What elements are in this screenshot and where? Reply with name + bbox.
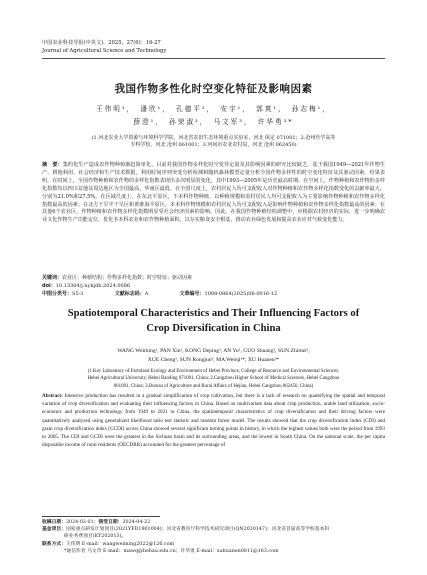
authors-en-line-1: WANG Weiming¹, PAN Xin¹, KONG Deping², AN Yu¹, GUO Shuang¹, SUN Zhimei¹, [117,348,310,354]
abstract-en-text: Intensive production has resulted in a gradual simplification of crop cultivation, but there is a lack of research on quantifying the spatial and temporal variation of crop diversification and evaluating their influencing factors in China. Based on multivariate data about crop production, arable land utilization, socio-economic and production technology from 1949 to 2021 in China, the spatiotemporal characteristics of crop diversification and their driving factors were quantitatively analyzed using generalized likelihood ratio test statistic and random forest model. The results showed that the crop diversification index (CDI) and grain crop diversification index (GCDI) across China showed several significant turning points in history, in which the highest values both were the period from 1993 to 2005. The CDI and GCDI were the greatest in the Sichuan basin and its surrounding areas, and the lowest in South China. On the national scale, the per capita disposable income of rural residents (OECDRR) accounted for the greatest percentage of [42,393,385,449]
journal-name-en: Journal of Agricultural Science and Technology [42,47,167,54]
doi-value[interactable]: 10.13304/j.nykjdb.2024.0086 [55,283,131,289]
authors-chinese [60,103,367,129]
abstract-cn-label: 摘 要： [42,162,63,168]
title-chinese: 我国作物多性化时空变化特征及影响因素 [114,83,313,95]
classification-line [42,291,385,298]
doi-label: doi： [42,283,56,289]
clc-label: 中图分类号： [42,291,73,297]
dates-line [42,519,385,526]
contact-line [42,541,385,548]
received-label: 收稿日期： [42,520,66,525]
abstract-english [42,392,385,449]
fund-line-2: 研业务费项目(KY202013)。 [64,534,127,540]
accepted-date: 2024-04-22 [122,520,151,525]
affiliations-chinese [76,135,351,150]
received-date: 2024-02-01； [66,520,99,525]
footnotes [42,519,385,555]
clc-value: S5-3 [72,291,84,297]
accepted-label: 接受日期： [98,520,123,525]
fund-text-1: 国家重点研发计划项目(2021YFD1901004)；河北省教育厅科学技术研究项目(QN2020147)；河北省首届高等学校基本科 [66,527,330,533]
article-id-value: 1008-0864(2025)06-0016-12 [204,291,278,297]
authors-cn-line-1: 王伟明¹， 潘欣¹， 孔德平²， 安宇¹， 郭爽¹， 孙志梅¹， [96,105,331,113]
title-en-line-2: Crop Diversification in China [146,322,281,334]
doc-code-value: A [144,291,149,297]
authors-cn-line-2: 薛澄¹， 孙荣淑³， 马文军³， 许华勇³* [133,118,294,126]
fund-label: 基金项目： [42,527,66,533]
abstract-chinese [42,162,385,225]
keywords-cn-text: 农业区；种植结构；作物多样化指数；时空特征；驱动因素 [62,275,193,281]
doi-line [42,283,130,290]
contact-text[interactable]: 王伟明 E-mail：wangweiming2022@126.com [66,541,175,547]
corresponding-authors[interactable]: *通信作者 马文奇 E-mail：mawq@hebau.edu.cn；许华勇 E-mail：xuhuanen0811@163.com [64,548,279,554]
aff-cn-line-2: 专科学校，河北 沧州 061001；3.河间市农业农村局，河北 沧州 062450) [130,142,297,149]
footnote-rule [42,516,160,517]
journal-header [42,40,166,55]
abstract-cn-text: 集约化生产造成农作物种植渐趋简单化，目前对我国作物多样化时空变异定量及其影响因素的研究比较缺乏。基于我国1949—2021年作物生产、耕地利用、社会经济和生产技术数据，利用时间序列突变分析检测和随机森林模型定量分析全国作物多样性的时空变化特征及其驱动因素。结果表明，在时间上，全国作物种植和农作物的多样化指数表现出多次明显的变化，其中1993—2005年是历史最高时期。在空间上，作物种植和农作物的多样化指数均以四川盆地及周边地区为全国最高，华南区最低。在全国尺度上，农村居民人均可支配收入对作物种植和农作物多样化指数变化的贡献率最大，分别为21.0%和27.5%。在区域尺度上，在东北平原区，不本科作物种植，以种植规模和农村居民人均可支配收入为主要影响作物种植和农作物多样化指数最高的因素；在北方干旱半干旱区和黄淮海平原区，本本科作物规模和农村居民人均可支配收入是影响作物种植和农作物多样化指数最高的因素；在其他6个农业区，作物种植和农作物多样化指数明显受社会经济因素的影响。因此，在我国作物种植结构调整中，应根据农村经济的实际，进一步明确农业文化作物生产功能定位，优化本本科农业和农作物种植面积，以存实粮食安全根基，推动农业绿色发展和提高农业应对气候变化能力。 [42,162,385,224]
abstract-en-label: Abstract: [42,393,63,399]
journal-citation: 中国农业科技导报(中英文)，2025，27(6)：16-27 [42,40,161,46]
title-en-line-1: Spatiotemporal Characteristics and Their Influencing Factors of [67,308,360,319]
aff-en-line-1: (1.Key Laboratory of Farmland Ecology and Environment of Hebei Province, College of Resource and Environmental Sciences, [87,369,340,374]
fund-line [42,526,385,533]
article-id-label: 文章编号： [179,291,205,297]
doc-code-label: 文献标志码： [114,291,145,297]
aff-en-line-3: 061001, China; 3.Bureau of Agriculture and Rural Affairs of Hejian, Hebei Cangzhou 062450, China) [113,383,314,389]
contact-label: 联系方式： [42,541,66,547]
keywords-chinese [42,275,192,282]
authors-en-line-2: XUE Cheng¹, SUN Rongjun³, MA Wenqi¹*, XU Huanen³* [147,357,280,363]
aff-cn-line-1: (1.河北农业大学资源与环境科学学院，河北省农田生态环境重点实验室，河北 保定 071001；2.沧州医学高等 [91,135,336,141]
aff-en-line-2: Hebei Agricultural University, Hebei Baoding 071001, China; 2.Cangzhou Higher School of Medical Sciences, Hebei Cangzhou [87,376,340,382]
authors-english [48,347,379,365]
header-rule [42,58,385,59]
keywords-cn-label: 关键词： [42,275,63,281]
title-english [40,307,387,336]
affiliations-english [48,368,379,390]
